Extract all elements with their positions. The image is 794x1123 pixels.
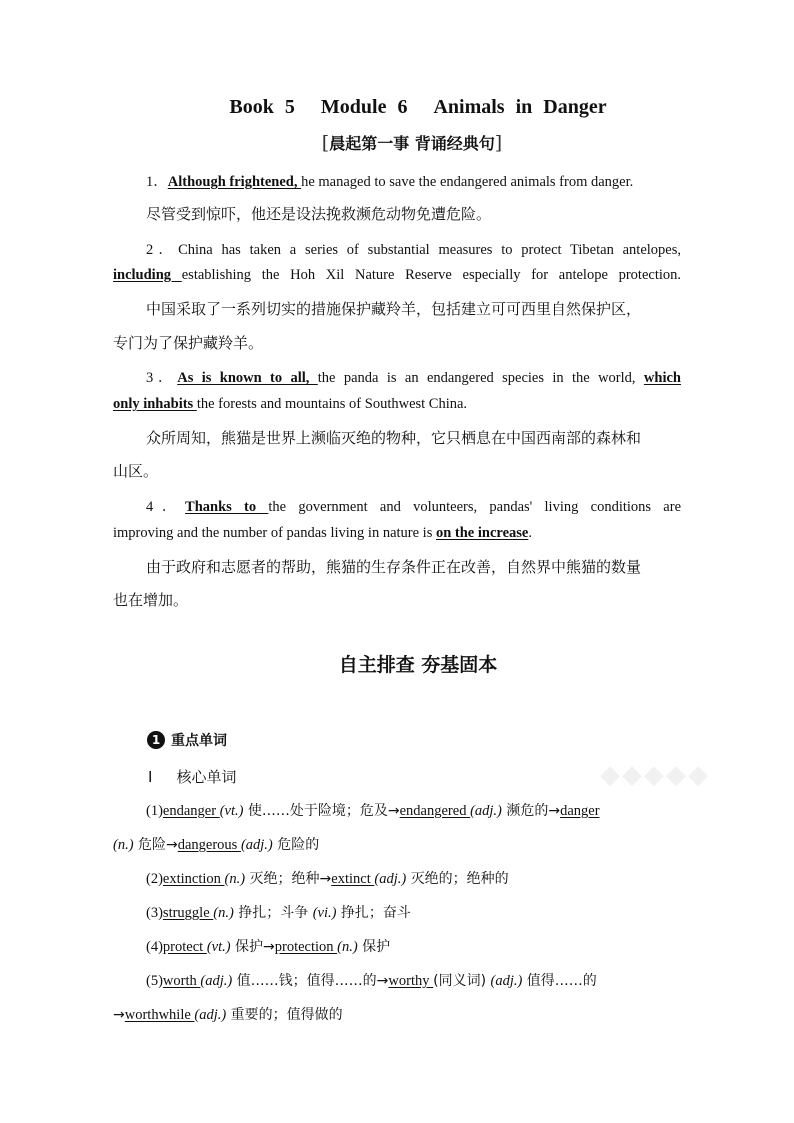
vocab-item-1-cont	[113, 834, 681, 854]
sentence-number: 2．	[146, 242, 179, 258]
sentence-4-en-line2	[113, 525, 681, 542]
item-number: (2)	[146, 871, 163, 887]
item-number: (4)	[146, 939, 163, 955]
meaning: 濒危的→	[501, 803, 561, 819]
meaning: 保护→	[230, 939, 275, 955]
subtitle-text: 晨起第一事 背诵经典句	[329, 134, 495, 153]
key-phrase: Although frightened,	[167, 174, 302, 190]
sentence-number: 3．	[146, 370, 178, 386]
part-of-speech: (vi.)	[312, 905, 337, 921]
meaning: 挣扎；奋斗	[336, 905, 411, 921]
core-words-heading	[148, 766, 236, 787]
vocab-word: protect	[162, 939, 207, 955]
sentence-text: the forests and mountains of Southwest China.	[196, 396, 468, 412]
vocab-item-4	[146, 936, 681, 956]
meaning: 保护	[357, 939, 391, 955]
sentence-2-zh-line1: 中国采取了一系列切实的措施保护藏羚羊，包括建立可可西里自然保护区，	[146, 300, 642, 318]
sentence-1-en	[146, 170, 681, 191]
vocab-word: worth	[162, 973, 201, 989]
book-label: Book 5	[229, 96, 295, 118]
vocab-item-5	[146, 970, 681, 990]
item-number: (3)	[146, 905, 163, 921]
meaning: →	[113, 1007, 125, 1023]
part-of-speech: (n.)	[113, 837, 134, 853]
sentence-number: 4．	[146, 499, 186, 515]
key-words-header	[147, 730, 227, 750]
meaning: 重要的；值得做的	[226, 1007, 343, 1023]
vocab-item-1	[146, 800, 681, 820]
vocab-word: worthy	[388, 973, 434, 989]
watermark-logo: ◆◆◆◆◆	[600, 760, 710, 790]
part-of-speech: (adj.)	[374, 871, 407, 887]
section-heading: 自主排查 夯基固本	[338, 654, 498, 676]
vocab-word: endanger	[162, 803, 220, 819]
sentence-text: improving and the number of pandas living in nature is	[113, 525, 436, 541]
sentence-text: the government and volunteers, pandas' living conditions are	[268, 499, 682, 515]
sentence-text: China has taken a series of substantial measures to protect Tibetan antelopes,	[178, 242, 681, 258]
meaning: 使……处于险境；危及→	[243, 803, 400, 819]
sentence-3-en-line1	[146, 366, 681, 387]
vocab-item-2	[146, 868, 681, 888]
key-phrase: including	[113, 267, 182, 283]
sentence-1-zh: 尽管受到惊吓，他还是设法挽救濒危动物免遭危险。	[146, 205, 492, 223]
vocab-item-5-cont	[113, 1004, 681, 1024]
sentence-text: the panda is an endangered species in the world,	[317, 370, 644, 386]
sentence-2-zh-line2: 专门为了保护藏羚羊。	[113, 334, 264, 352]
key-phrase: on the increase	[435, 525, 529, 541]
sentence-4-zh-line2: 也在增加。	[113, 591, 189, 609]
meaning: 挣扎；斗争	[233, 905, 313, 921]
item-number: (5)	[146, 973, 163, 989]
key-phrase: Thanks to	[185, 499, 269, 515]
sentence-4-en-line1	[146, 495, 681, 516]
meaning: 危险的	[272, 837, 320, 853]
core-words-label: 核心单词	[176, 768, 237, 786]
sentence-4-zh-line1: 由于政府和志愿者的帮助，熊猫的生存条件正在改善，自然界中熊猫的数量	[146, 558, 642, 576]
meaning: 值得……的	[522, 973, 597, 989]
sentence-text: establishing the Hoh Xil Nature Reserve especially for antelope protection.	[181, 267, 682, 283]
part-of-speech: (adj.)	[200, 973, 233, 989]
part-of-speech: (adj.)	[470, 803, 502, 819]
key-phrase: which	[643, 370, 681, 386]
sentence-number: 1．	[146, 174, 168, 190]
part-of-speech: (vt.)	[219, 803, 244, 819]
key-words-label: 重点单词	[171, 733, 227, 749]
part-of-speech: (vt.)	[206, 939, 231, 955]
vocab-word: endangered	[399, 803, 471, 819]
part-of-speech: (n.)	[224, 871, 246, 887]
vocab-word: extinction	[162, 871, 225, 887]
number-circle-icon: 1	[147, 731, 165, 749]
sentence-2-en-line1	[146, 238, 681, 259]
topic-label: Animals in Danger	[433, 96, 607, 118]
vocab-word: dangerous	[177, 837, 241, 853]
sentence-text: he managed to save the endangered animals from danger.	[301, 174, 634, 190]
meaning: 灭绝的；绝种的	[406, 871, 509, 887]
vocab-word: danger	[560, 803, 600, 819]
part-of-speech: (adj.)	[194, 1007, 227, 1023]
item-number: (1)	[146, 803, 163, 819]
vocab-word: struggle	[162, 905, 214, 921]
part-of-speech: (n.)	[337, 939, 358, 955]
vocab-word: extinct	[331, 871, 375, 887]
part-of-speech: (adj.)	[490, 973, 523, 989]
meaning: 灭绝；绝种→	[245, 871, 332, 887]
part-of-speech: (adj.)	[240, 837, 273, 853]
meaning: 危险→	[133, 837, 178, 853]
sentence-3-zh-line1: 众所周知，熊猫是世界上濒临灭绝的物种，它只栖息在中国西南部的森林和	[146, 429, 642, 447]
meaning: (同义词)	[433, 973, 491, 989]
sentence-3-zh-line2: 山区。	[113, 462, 159, 480]
vocab-word: worthwhile	[124, 1007, 195, 1023]
page-title	[0, 96, 794, 119]
section-subtitle: [晨起第一事 背诵经典句]	[321, 132, 503, 154]
key-phrase: only inhabits	[113, 396, 197, 412]
key-phrase: As is known to all,	[177, 370, 318, 386]
sentence-2-en-line2	[113, 267, 681, 284]
part-of-speech: (n.)	[213, 905, 234, 921]
meaning: 值……钱；值得……的→	[232, 973, 389, 989]
module-label: Module 6	[320, 96, 408, 118]
sentence-3-en-line2	[113, 396, 681, 413]
roman-numeral: Ⅰ	[148, 770, 153, 786]
vocab-item-3	[146, 902, 681, 922]
vocab-word: protection	[274, 939, 338, 955]
sentence-text: .	[528, 525, 532, 541]
